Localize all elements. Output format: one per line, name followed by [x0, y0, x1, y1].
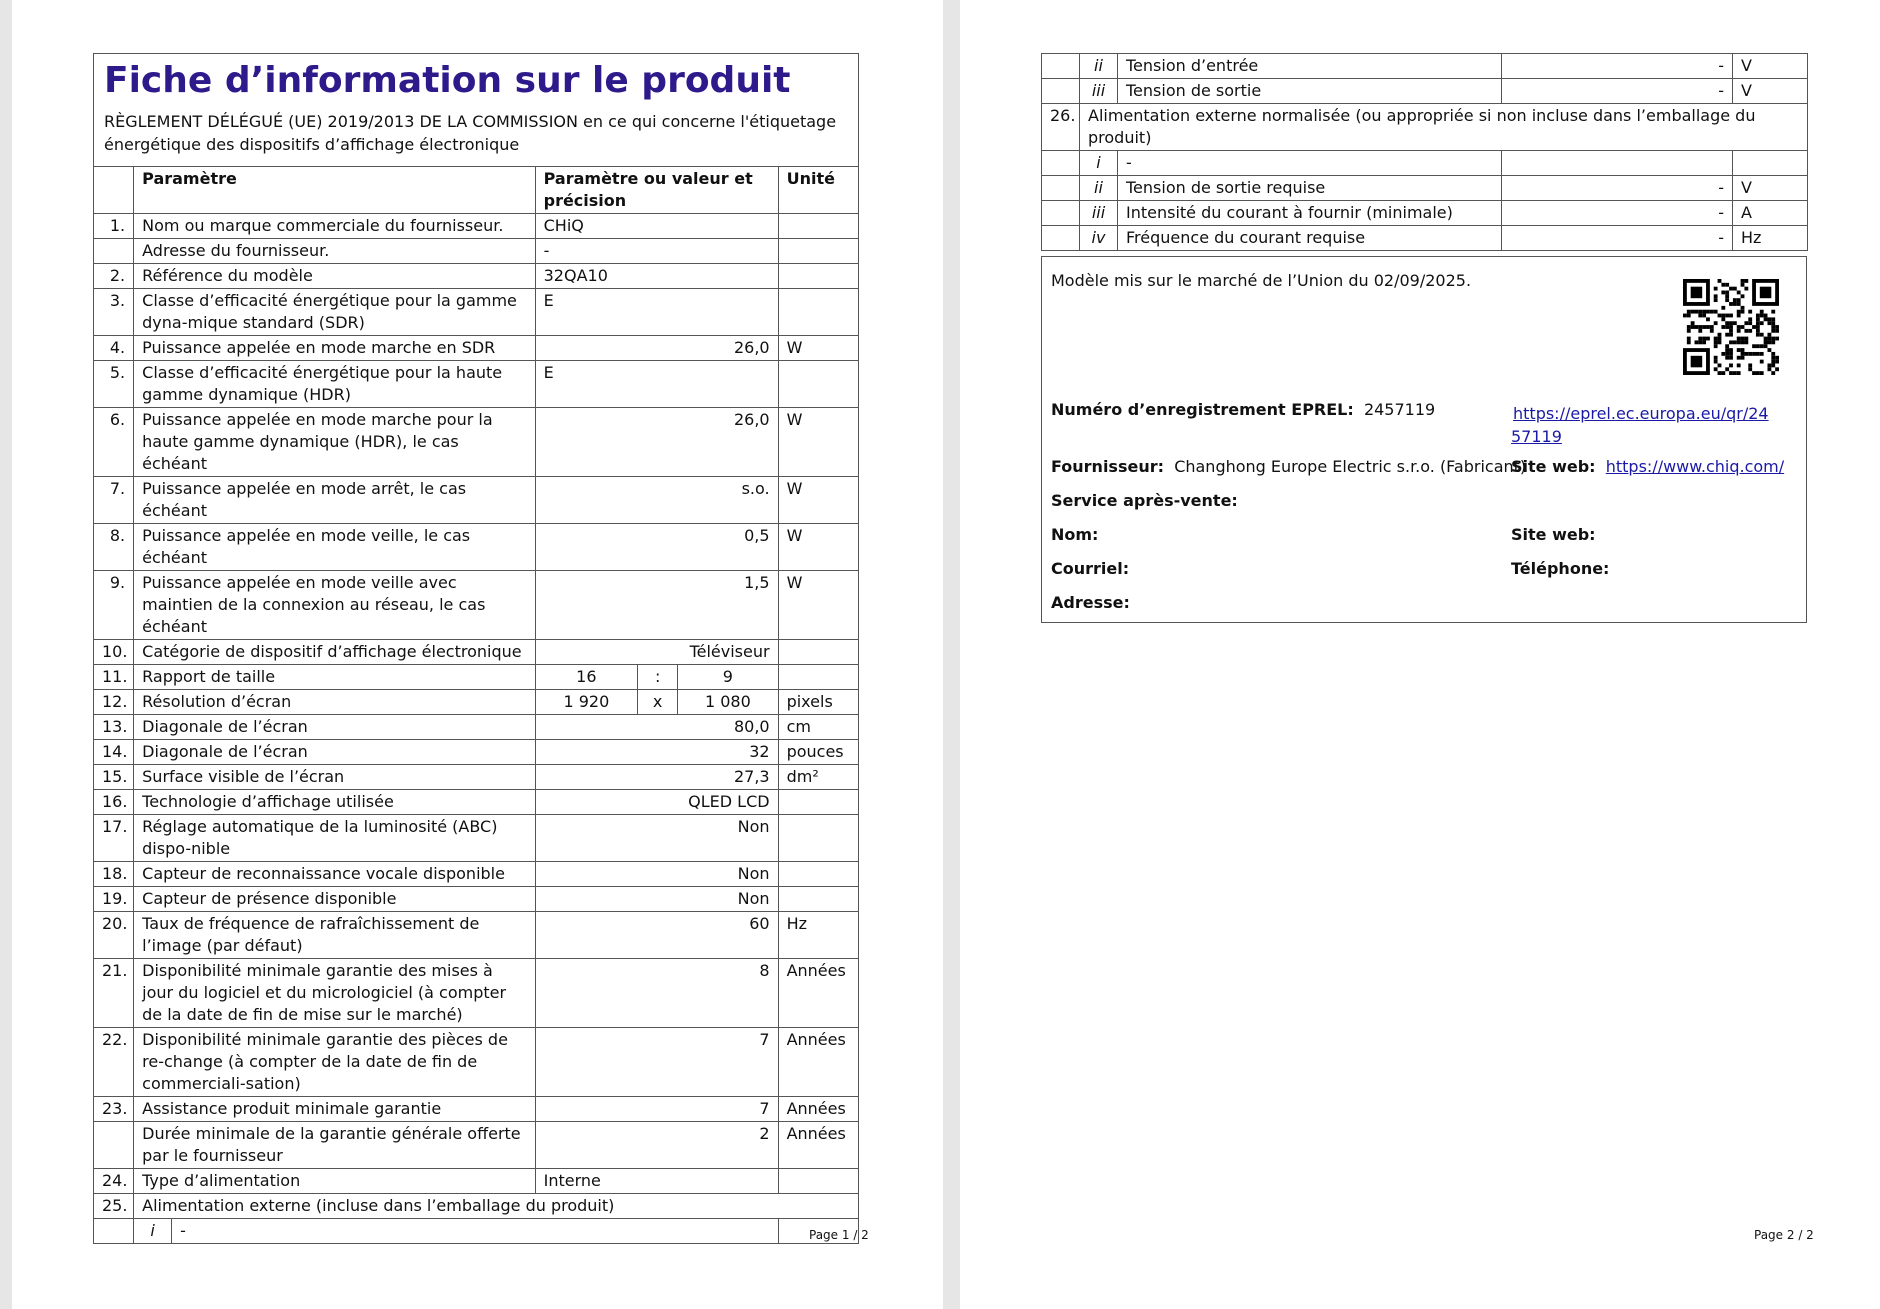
- table-row: [94, 571, 859, 640]
- row-unit: cm: [778, 715, 858, 740]
- table-subrow: [1042, 151, 1808, 176]
- row-value: 32QA10: [535, 264, 778, 289]
- table-subrow: [1042, 226, 1808, 251]
- subrow-value: [1502, 151, 1733, 176]
- row-unit: W: [778, 408, 858, 477]
- row-number: 21.: [94, 959, 134, 1028]
- row-label: Rapport de taille: [134, 665, 535, 690]
- product-info-table-continued: [1041, 53, 1808, 251]
- row-unit: W: [778, 336, 858, 361]
- subrow-numeral: ii: [1080, 54, 1118, 79]
- row-unit: Années: [778, 1097, 858, 1122]
- table-row: [94, 214, 859, 239]
- table-row: [94, 815, 859, 862]
- table-row: [94, 361, 859, 408]
- row-unit: [778, 640, 858, 665]
- row-unit: [778, 665, 858, 690]
- qr-code-icon: [1683, 279, 1779, 375]
- row-label: Puissance appelée en mode veille avec maintien de la connexion au réseau, le cas échéant: [134, 571, 535, 640]
- row-number: 3.: [94, 289, 134, 336]
- subrow-unit: V: [1733, 79, 1808, 104]
- row-number: 26.: [1042, 104, 1080, 151]
- table-row: [94, 912, 859, 959]
- email-label: Courriel:: [1051, 559, 1130, 578]
- row-value: Non: [535, 815, 778, 862]
- row-number: 22.: [94, 1028, 134, 1097]
- row-number: 15.: [94, 765, 134, 790]
- table-row: [94, 862, 859, 887]
- subrow-numeral: i: [1080, 151, 1118, 176]
- product-info-table: [93, 53, 859, 1244]
- row-number: 20.: [94, 912, 134, 959]
- subrow-label: Tension d’entrée: [1118, 54, 1502, 79]
- subrow-unit: Hz: [1733, 226, 1808, 251]
- subrow-numeral: iv: [1080, 226, 1118, 251]
- eprel-label: Numéro d’enregistrement EPREL:: [1051, 400, 1354, 419]
- supplier-value: Changhong Europe Electric s.r.o. (Fabricant): [1174, 457, 1527, 476]
- row-number: 2.: [94, 264, 134, 289]
- row-label: Nom ou marque commerciale du fournisseur.: [134, 214, 535, 239]
- website-line: [1511, 457, 1784, 476]
- supplier-line: [1051, 457, 1526, 476]
- table-row: [94, 1122, 859, 1169]
- row-unit: [778, 239, 858, 264]
- row-number: 6.: [94, 408, 134, 477]
- row-label: Type d’alimentation: [134, 1169, 535, 1194]
- subrow-numeral: iii: [1080, 201, 1118, 226]
- page-footer: Page 2 / 2: [1754, 1228, 1814, 1242]
- row-value: Non: [535, 862, 778, 887]
- subrow-value: -: [1502, 79, 1733, 104]
- row-number: 13.: [94, 715, 134, 740]
- row-label: Résolution d’écran: [134, 690, 535, 715]
- table-row: [94, 1097, 859, 1122]
- row-value-separator: :: [638, 665, 678, 690]
- table-row: [94, 640, 859, 665]
- row-label: Technologie d’affichage utilisée: [134, 790, 535, 815]
- subrow-label: Tension de sortie: [1118, 79, 1502, 104]
- row-value: 7: [535, 1028, 778, 1097]
- row-value: 27,3: [535, 765, 778, 790]
- subrow-value: -: [1502, 201, 1733, 226]
- row-value: Téléviseur: [535, 640, 778, 665]
- row-value: 1,5: [535, 571, 778, 640]
- table-subrow: [1042, 201, 1808, 226]
- row-unit: [778, 862, 858, 887]
- row-value-1: 16: [535, 665, 637, 690]
- subrow-value: -: [1502, 54, 1733, 79]
- table-row: [94, 336, 859, 361]
- subrow-label: Tension de sortie requise: [1118, 176, 1502, 201]
- subrow-label: Intensité du courant à fournir (minimale): [1118, 201, 1502, 226]
- row-number: 19.: [94, 887, 134, 912]
- table-row: [94, 665, 859, 690]
- subrow-label: -: [1118, 151, 1502, 176]
- service-website-label: Site web:: [1511, 525, 1596, 544]
- subrow-numeral: i: [134, 1219, 172, 1244]
- eprel-link-block: [1511, 402, 1769, 448]
- eprel-link-part-2: 57119: [1511, 427, 1562, 446]
- row-value: QLED LCD: [535, 790, 778, 815]
- table-row: [94, 1028, 859, 1097]
- row-value: 8: [535, 959, 778, 1028]
- row-value: Non: [535, 887, 778, 912]
- row-value: 32: [535, 740, 778, 765]
- row-label: Capteur de reconnaissance vocale disponible: [134, 862, 535, 887]
- row-label: Assistance produit minimale garantie: [134, 1097, 535, 1122]
- row-number: 18.: [94, 862, 134, 887]
- row-value-2: 9: [678, 665, 778, 690]
- row-number: 8.: [94, 524, 134, 571]
- row-label: Réglage automatique de la luminosité (ABC) dispo-nible: [134, 815, 535, 862]
- page-footer: Page 1 / 2: [809, 1228, 869, 1242]
- table-row: [94, 715, 859, 740]
- market-date-text: Modèle mis sur le marché de l’Union du 02/09/2025.: [1051, 271, 1472, 290]
- document-page-1: [12, 0, 943, 1309]
- header-param: Paramètre: [134, 167, 535, 214]
- row-value: 7: [535, 1097, 778, 1122]
- row-unit: [778, 1169, 858, 1194]
- table-row: [94, 477, 859, 524]
- row-label: Adresse du fournisseur.: [134, 239, 535, 264]
- row-unit: [778, 289, 858, 336]
- document-page-2: [960, 0, 1880, 1309]
- name-label: Nom:: [1051, 525, 1099, 544]
- header-unit: Unité: [778, 167, 858, 214]
- document-subtitle: RÈGLEMENT DÉLÉGUÉ (UE) 2019/2013 DE LA COMMISSION en ce qui concerne l'étiquetage énergétique des dispositifs d’affichage électronique: [104, 112, 837, 154]
- subrow-value: -: [1502, 176, 1733, 201]
- row-number: 5.: [94, 361, 134, 408]
- row-number: 7.: [94, 477, 134, 524]
- eprel-link-part-1: https://eprel.ec.europa.eu/qr/24: [1513, 404, 1769, 423]
- row-label: Catégorie de dispositif d’affichage électronique: [134, 640, 535, 665]
- eprel-link-cont[interactable]: [1511, 427, 1562, 446]
- row-unit: [778, 361, 858, 408]
- row-unit: [778, 815, 858, 862]
- table-row: [94, 790, 859, 815]
- row-label: Classe d’efficacité énergétique pour la haute gamme dynamique (HDR): [134, 361, 535, 408]
- row-number: 14.: [94, 740, 134, 765]
- subrow-unit: V: [1733, 176, 1808, 201]
- table-row: [1042, 104, 1808, 151]
- row-unit: dm²: [778, 765, 858, 790]
- row-number: 16.: [94, 790, 134, 815]
- row-label: Surface visible de l’écran: [134, 765, 535, 790]
- table-row: [94, 959, 859, 1028]
- row-label: Capteur de présence disponible: [134, 887, 535, 912]
- table-subrow: [1042, 79, 1808, 104]
- table-subrow: [1042, 176, 1808, 201]
- row-label: Diagonale de l’écran: [134, 740, 535, 765]
- row-value: E: [535, 361, 778, 408]
- row-number: 24.: [94, 1169, 134, 1194]
- row-label: Puissance appelée en mode arrêt, le cas échéant: [134, 477, 535, 524]
- row-value-separator: x: [638, 690, 678, 715]
- document-title: Fiche d’information sur le produit: [104, 60, 791, 101]
- table-row: [94, 690, 859, 715]
- table-row: [94, 765, 859, 790]
- website-label: Site web:: [1511, 457, 1596, 476]
- row-value-1: 1 920: [535, 690, 637, 715]
- row-value: 80,0: [535, 715, 778, 740]
- row-label: Disponibilité minimale garantie des mises à jour du logiciel et du micrologiciel (à compter de la date de fin de mise sur le marché): [134, 959, 535, 1028]
- row-label: Alimentation externe normalisée (ou appropriée si non incluse dans l’emballage du produit): [1080, 104, 1808, 151]
- supplier-label: Fournisseur:: [1051, 457, 1165, 476]
- table-row: [94, 264, 859, 289]
- row-value: 26,0: [535, 336, 778, 361]
- header-value: Paramètre ou valeur et précision: [535, 167, 778, 214]
- row-unit: Années: [778, 959, 858, 1028]
- table-row: [94, 524, 859, 571]
- subrow-unit: A: [1733, 201, 1808, 226]
- row-value-2: 1 080: [678, 690, 778, 715]
- eprel-line: [1051, 400, 1435, 419]
- row-unit: Hz: [778, 912, 858, 959]
- row-number: 12.: [94, 690, 134, 715]
- row-value: Interne: [535, 1169, 778, 1194]
- row-value: -: [535, 239, 778, 264]
- row-unit: Années: [778, 1122, 858, 1169]
- row-label: Puissance appelée en mode veille, le cas échéant: [134, 524, 535, 571]
- row-label: Durée minimale de la garantie générale offerte par le fournisseur: [134, 1122, 535, 1169]
- row-number: [94, 239, 134, 264]
- row-unit: [778, 214, 858, 239]
- subrow-unit: V: [1733, 54, 1808, 79]
- table-row: [94, 1194, 859, 1219]
- table-row: [94, 887, 859, 912]
- subrow-numeral: iii: [1080, 79, 1118, 104]
- eprel-number: 2457119: [1363, 400, 1436, 419]
- row-unit: [778, 264, 858, 289]
- row-unit: pixels: [778, 690, 858, 715]
- row-unit: W: [778, 477, 858, 524]
- subrow-numeral: ii: [1080, 176, 1118, 201]
- row-number: [94, 1122, 134, 1169]
- table-subrow: [94, 1219, 859, 1244]
- row-label: Diagonale de l’écran: [134, 715, 535, 740]
- row-value: 60: [535, 912, 778, 959]
- row-number: 4.: [94, 336, 134, 361]
- row-value: 26,0: [535, 408, 778, 477]
- row-value: 2: [535, 1122, 778, 1169]
- table-row: [94, 239, 859, 264]
- table-row: [94, 740, 859, 765]
- table-subrow: [1042, 54, 1808, 79]
- row-number: 23.: [94, 1097, 134, 1122]
- row-label: Puissance appelée en mode marche pour la haute gamme dynamique (HDR), le cas échéant: [134, 408, 535, 477]
- subrow-label: Fréquence du courant requise: [1118, 226, 1502, 251]
- row-value: E: [535, 289, 778, 336]
- row-number: 9.: [94, 571, 134, 640]
- row-label: Taux de fréquence de rafraîchissement de l’image (par défaut): [134, 912, 535, 959]
- website-link[interactable]: https://www.chiq.com/: [1605, 457, 1785, 476]
- row-number: 17.: [94, 815, 134, 862]
- row-unit: [778, 790, 858, 815]
- row-label: Classe d’efficacité énergétique pour la gamme dyna-mique standard (SDR): [134, 289, 535, 336]
- row-number: 25.: [94, 1194, 134, 1219]
- row-label: Référence du modèle: [134, 264, 535, 289]
- row-unit: pouces: [778, 740, 858, 765]
- subrow-text: -: [172, 1219, 778, 1244]
- eprel-link[interactable]: [1513, 404, 1769, 423]
- table-row: [94, 408, 859, 477]
- service-label: Service après-vente:: [1051, 491, 1238, 510]
- table-row: [94, 289, 859, 336]
- address-label: Adresse:: [1051, 593, 1130, 612]
- row-label: Alimentation externe (incluse dans l’emballage du produit): [134, 1194, 859, 1219]
- row-value: CHiQ: [535, 214, 778, 239]
- title-block: [94, 54, 859, 167]
- subrow-unit: [1733, 151, 1808, 176]
- row-label: Puissance appelée en mode marche en SDR: [134, 336, 535, 361]
- row-unit: [778, 887, 858, 912]
- row-unit: W: [778, 524, 858, 571]
- row-number: 1.: [94, 214, 134, 239]
- row-number: 11.: [94, 665, 134, 690]
- phone-label: Téléphone:: [1511, 559, 1610, 578]
- row-unit: W: [778, 571, 858, 640]
- table-row: [94, 1169, 859, 1194]
- row-label: Disponibilité minimale garantie des pièces de re-change (à compter de la date de fin de commerciali-sation): [134, 1028, 535, 1097]
- table-header-row: [94, 167, 859, 214]
- row-value: s.o.: [535, 477, 778, 524]
- row-value: 0,5: [535, 524, 778, 571]
- row-unit: Années: [778, 1028, 858, 1097]
- market-info-box: [1041, 256, 1807, 623]
- subrow-value: -: [1502, 226, 1733, 251]
- row-number: 10.: [94, 640, 134, 665]
